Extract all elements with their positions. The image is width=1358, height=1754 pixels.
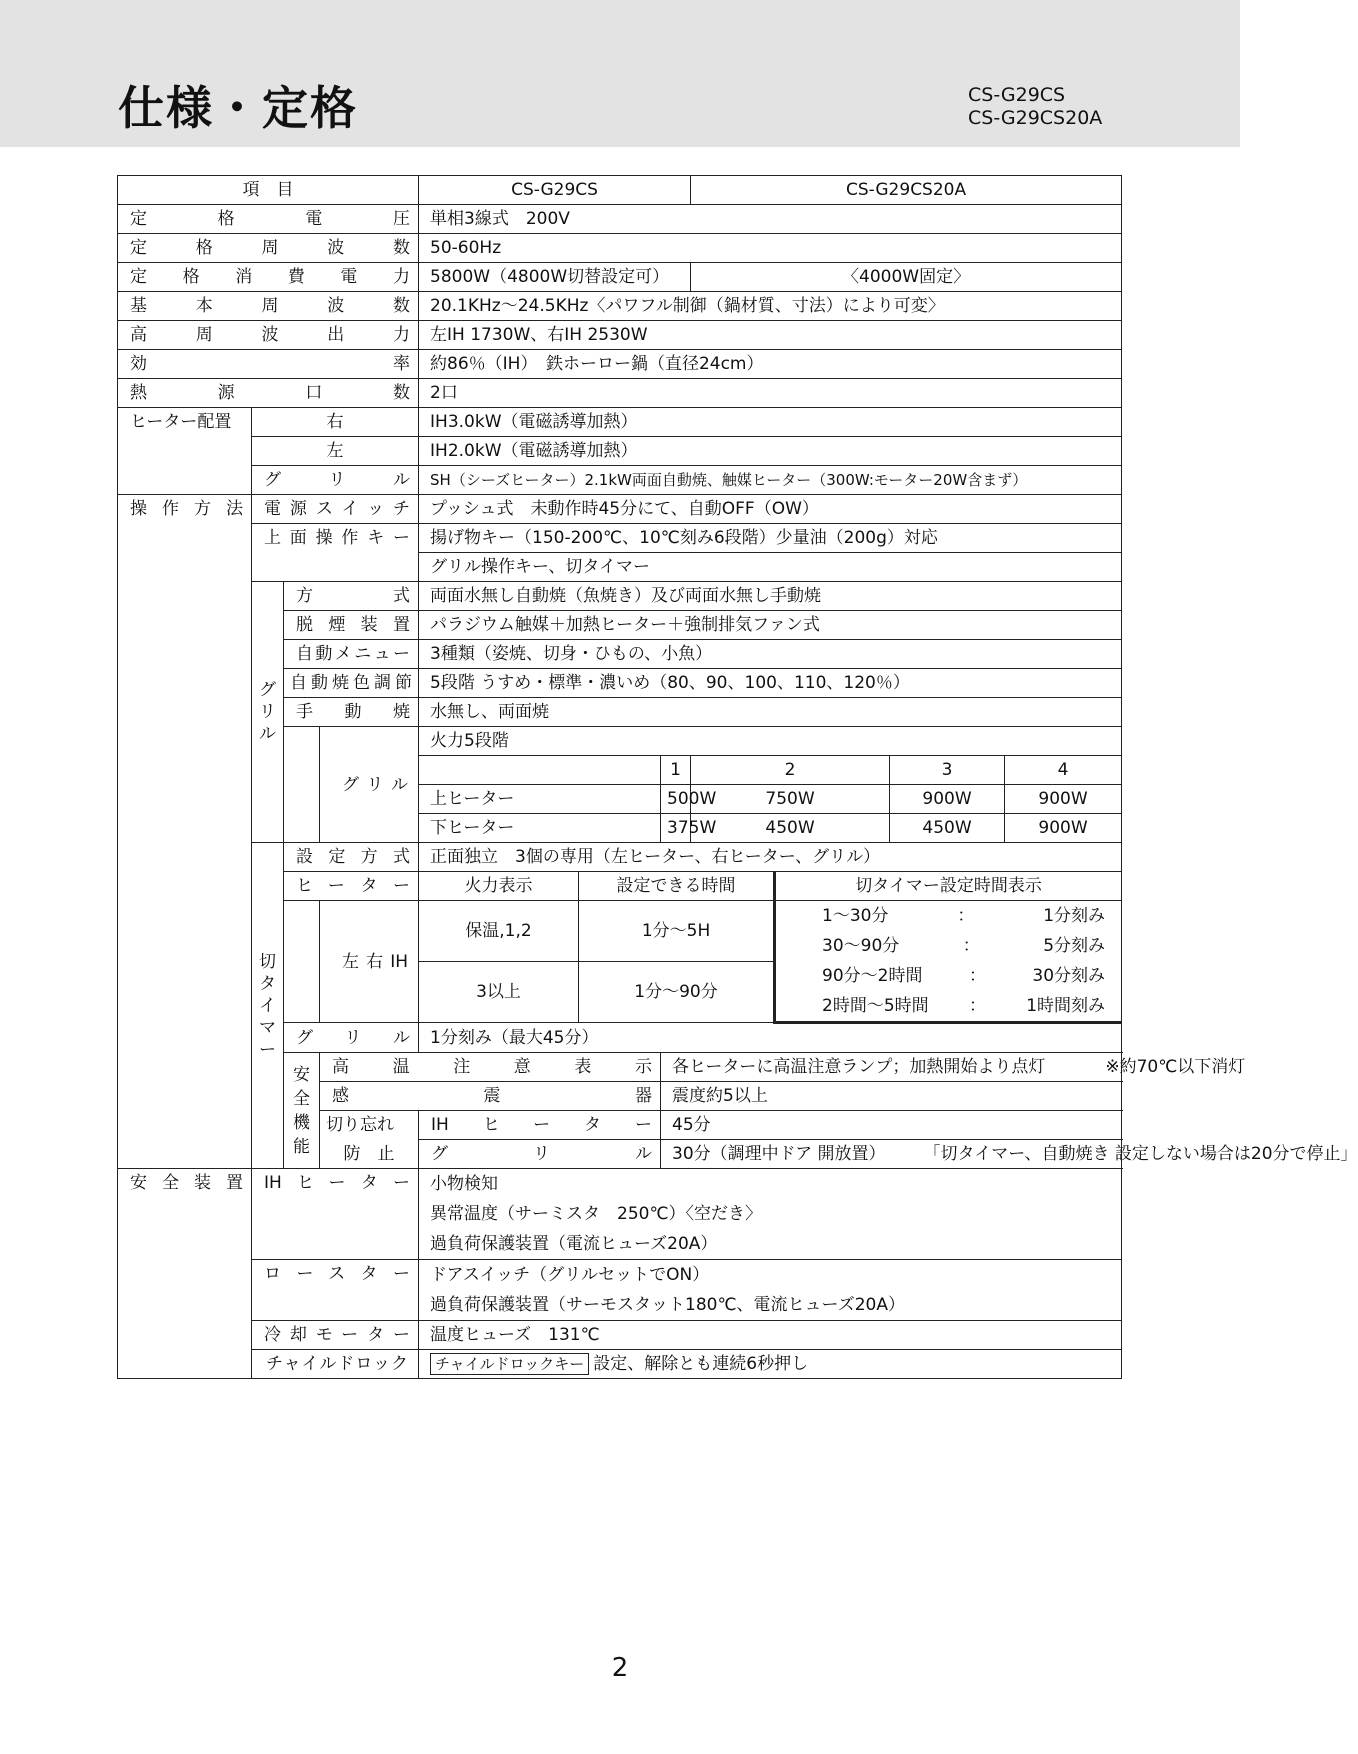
row-value: 45分	[661, 1111, 1122, 1140]
row-label: 熱源口数	[118, 379, 419, 408]
row-value: 20.1KHz〜24.5KHz〈パワフル制御（鍋材質、寸法）により可変〉	[419, 292, 1122, 321]
model-number-1: CS-G29CS	[968, 84, 1066, 106]
interval-sep: ：	[968, 996, 986, 1016]
interval-range: 2時間〜5時間	[822, 996, 929, 1016]
interval-range: 30〜90分	[822, 936, 900, 956]
row-value: プッシュ式 未動作時45分にて、自動OFF（OW）	[419, 495, 1122, 524]
row-value	[661, 1053, 1246, 1082]
row-value: IH3.0kW（電磁誘導加熱）	[419, 408, 1122, 437]
high-temp-note: ※約70℃以下消灯	[1105, 1057, 1246, 1077]
table-row	[118, 321, 1122, 350]
operation-label: 操作方法	[118, 495, 252, 1169]
timer-time-2: 1分〜90分	[579, 961, 775, 1023]
table-row	[118, 582, 1122, 611]
grill-spacer	[284, 727, 320, 843]
grill-label: グリル	[252, 582, 284, 843]
upper-heater-label: 上ヒーター	[419, 785, 661, 814]
table-row	[118, 495, 1122, 524]
level-4: 4	[1005, 756, 1122, 785]
sub-label: 感震器	[320, 1082, 661, 1111]
interval-sep: ：	[962, 936, 980, 956]
model-numbers	[968, 84, 1102, 130]
row-value: パラジウム触媒＋加熱ヒーター＋強制排気ファン式	[419, 611, 1122, 640]
row-value: グリル操作キー、切タイマー	[419, 553, 1122, 582]
timer-spacer	[284, 901, 320, 1023]
sub-label: ロースター	[252, 1260, 419, 1321]
timer-interval-1	[775, 901, 1122, 932]
row-value: IH2.0kW（電磁誘導加熱）	[419, 437, 1122, 466]
lower-4: 900W	[1005, 814, 1122, 843]
row-value: 5段階 うすめ・標準・濃いめ（80、90、100、110、120％）	[419, 669, 1122, 698]
row-value: 3種類（姿焼、切身・ひもの、小魚）	[419, 640, 1122, 669]
ih-device-1: 小物検知	[430, 1174, 499, 1194]
table-row	[118, 379, 1122, 408]
sub-label: グリル	[252, 466, 419, 495]
row-label: 定格電圧	[118, 205, 419, 234]
row-value-model-2: 〈4000W固定〉	[691, 263, 1122, 292]
table-row	[118, 292, 1122, 321]
row-value: 震度約5以上	[661, 1082, 1122, 1111]
safety-functions-label: 安全機能	[284, 1053, 320, 1169]
level-header-blank	[419, 756, 661, 785]
sub-label: 高温注意表示	[320, 1053, 661, 1082]
row-value: 両面水無し自動焼（魚焼き）及び両面水無し手動焼	[419, 582, 1122, 611]
row-value: 水無し、両面焼	[419, 698, 1122, 727]
row-label: 効率	[118, 350, 419, 379]
table-row	[118, 263, 1122, 292]
lower-heater-label: 下ヒーター	[419, 814, 661, 843]
row-label: 定格周波数	[118, 234, 419, 263]
row-value	[419, 1169, 1122, 1260]
row-value: 左IH 1730W、右IH 2530W	[419, 321, 1122, 350]
timer-interval-4	[775, 991, 1122, 1023]
heat-levels-label: 火力5段階	[419, 727, 1122, 756]
row-value: 温度ヒューズ 131℃	[419, 1321, 1122, 1350]
row-label: 基本周波数	[118, 292, 419, 321]
timer-time-1: 1分〜5H	[579, 901, 775, 962]
row-value	[419, 1350, 1122, 1379]
table-row	[118, 205, 1122, 234]
upper-2: 750W	[691, 785, 890, 814]
row-value	[419, 1260, 1122, 1321]
table-row	[118, 843, 1122, 872]
childlock-key-icon: チャイルドロックキー	[430, 1353, 589, 1375]
interval-step: 1時間刻み	[1026, 996, 1106, 1016]
table-row	[118, 466, 1122, 495]
grill-auto-off-value: 30分（調理中ドア 開放置）	[672, 1144, 886, 1164]
lower-1: 375W	[661, 814, 691, 843]
row-value-model-1: 5800W（4800W切替設定可）	[419, 263, 691, 292]
spec-table	[117, 175, 1358, 1379]
row-value: 揚げ物キー（150-200℃、10℃刻み6段階）少量油（200g）対応	[419, 524, 1122, 553]
level-2: 2	[691, 756, 890, 785]
row-label: 定格消費電力	[118, 263, 419, 292]
timer-interval-2	[775, 931, 1122, 961]
interval-range: 90分〜2時間	[822, 966, 923, 986]
sub-label: 右	[252, 408, 419, 437]
sub-label: チャイルドロック	[252, 1350, 419, 1379]
sub-label: 脱煙装置	[284, 611, 419, 640]
page-number: 2	[611, 1653, 629, 1683]
ih-device-3: 過負荷保護装置（電流ヒューズ20A）	[430, 1234, 718, 1254]
timer-label: 切タイマー	[252, 843, 284, 1169]
sub-label: 自動焼色調節	[284, 669, 419, 698]
sub-label: グリル	[320, 727, 419, 843]
timer-display-1: 保温,1,2	[419, 901, 579, 962]
page-title: 仕様・定格	[118, 81, 358, 135]
table-row	[118, 350, 1122, 379]
interval-step: 1分刻み	[1043, 906, 1106, 926]
roaster-device-1: ドアスイッチ（グリルセットでON）	[430, 1265, 710, 1285]
interval-step: 5分刻み	[1043, 936, 1106, 956]
upper-1: 500W	[661, 785, 691, 814]
childlock-value: 設定、解除とも連続6秒押し	[593, 1354, 809, 1374]
interval-sep: ：	[957, 906, 975, 926]
row-value: 1分刻み（最大45分）	[419, 1023, 1122, 1053]
level-1: 1	[661, 756, 691, 785]
table-row	[118, 524, 1122, 553]
sub-label: 冷却モーター	[252, 1321, 419, 1350]
sub-label: 手動焼	[284, 698, 419, 727]
sub-label: グリル	[284, 1023, 419, 1053]
ih-device-2: 異常温度（サーミスタ 250℃）〈空だき〉	[430, 1204, 763, 1224]
sub-label: 上面操作キー	[252, 524, 419, 582]
sub-label: 自動メニュー	[284, 640, 419, 669]
row-label: 高周波出力	[118, 321, 419, 350]
sub-label: 電源スイッチ	[252, 495, 419, 524]
table-row	[118, 408, 1122, 437]
lower-3: 450W	[890, 814, 1005, 843]
interval-range: 1〜30分	[822, 906, 889, 926]
upper-3: 900W	[890, 785, 1005, 814]
row-value: 単相3線式 200V	[419, 205, 1122, 234]
safety-devices-label: 安全装置	[118, 1169, 252, 1379]
header-model-1: CS-G29CS	[419, 176, 691, 205]
model-number-2: CS-G29CS20A	[968, 107, 1103, 129]
header-model-2: CS-G29CS20A	[691, 176, 1122, 205]
row-value	[661, 1140, 1358, 1169]
forget-label-1: 切り忘れ	[320, 1111, 419, 1140]
sub-label: IHヒーター	[419, 1111, 661, 1140]
sub-label: ヒーター	[284, 872, 419, 901]
lr-ih-label: 左右IH	[320, 901, 419, 1023]
row-value: 正面独立 3個の専用（左ヒーター、右ヒーター、グリル）	[419, 843, 1122, 872]
sub-label: 設定方式	[284, 843, 419, 872]
upper-4: 900W	[1005, 785, 1122, 814]
table-row	[118, 437, 1122, 466]
timer-header-display: 火力表示	[419, 872, 579, 901]
grill-auto-off-note: 「切タイマー、自動焼き 設定しない場合は20分で停止」	[923, 1144, 1358, 1164]
interval-step: 30分刻み	[1032, 966, 1106, 986]
table-row	[118, 234, 1122, 263]
sub-label: 左	[252, 437, 419, 466]
table-header-row	[118, 176, 1122, 205]
level-3: 3	[890, 756, 1005, 785]
row-value: SH（シーズヒーター）2.1kW両面自動焼、触媒ヒーター（300W:モーター20W含まず）	[419, 466, 1122, 495]
table-row	[118, 1350, 1122, 1379]
header-item: 項 目	[118, 176, 419, 205]
sub-label: グリル	[419, 1140, 661, 1169]
lower-2: 450W	[691, 814, 890, 843]
row-value: 50-60Hz	[419, 234, 1122, 263]
row-value: 2口	[419, 379, 1122, 408]
timer-interval-3	[775, 961, 1122, 991]
sub-label: 方式	[284, 582, 419, 611]
heater-layout-label: ヒーター配置	[118, 408, 252, 495]
high-temp-value: 各ヒーターに高温注意ランプ；加熱開始より点灯	[672, 1057, 1046, 1077]
timer-header-time: 設定できる時間	[579, 872, 775, 901]
roaster-device-2: 過負荷保護装置（サーモスタット180℃、電流ヒューズ20A）	[430, 1295, 905, 1315]
sub-label: IHヒーター	[252, 1169, 419, 1260]
forget-label-2: 防 止	[320, 1140, 419, 1169]
row-value: 約86％（IH） 鉄ホーロー鍋（直径24cm）	[419, 350, 1122, 379]
interval-sep: ：	[968, 966, 986, 986]
table-row	[118, 1260, 1122, 1321]
timer-display-2: 3以上	[419, 961, 579, 1023]
timer-header-interval: 切タイマー設定時間表示	[775, 872, 1122, 901]
table-row	[118, 1169, 1122, 1260]
table-row	[118, 1321, 1122, 1350]
